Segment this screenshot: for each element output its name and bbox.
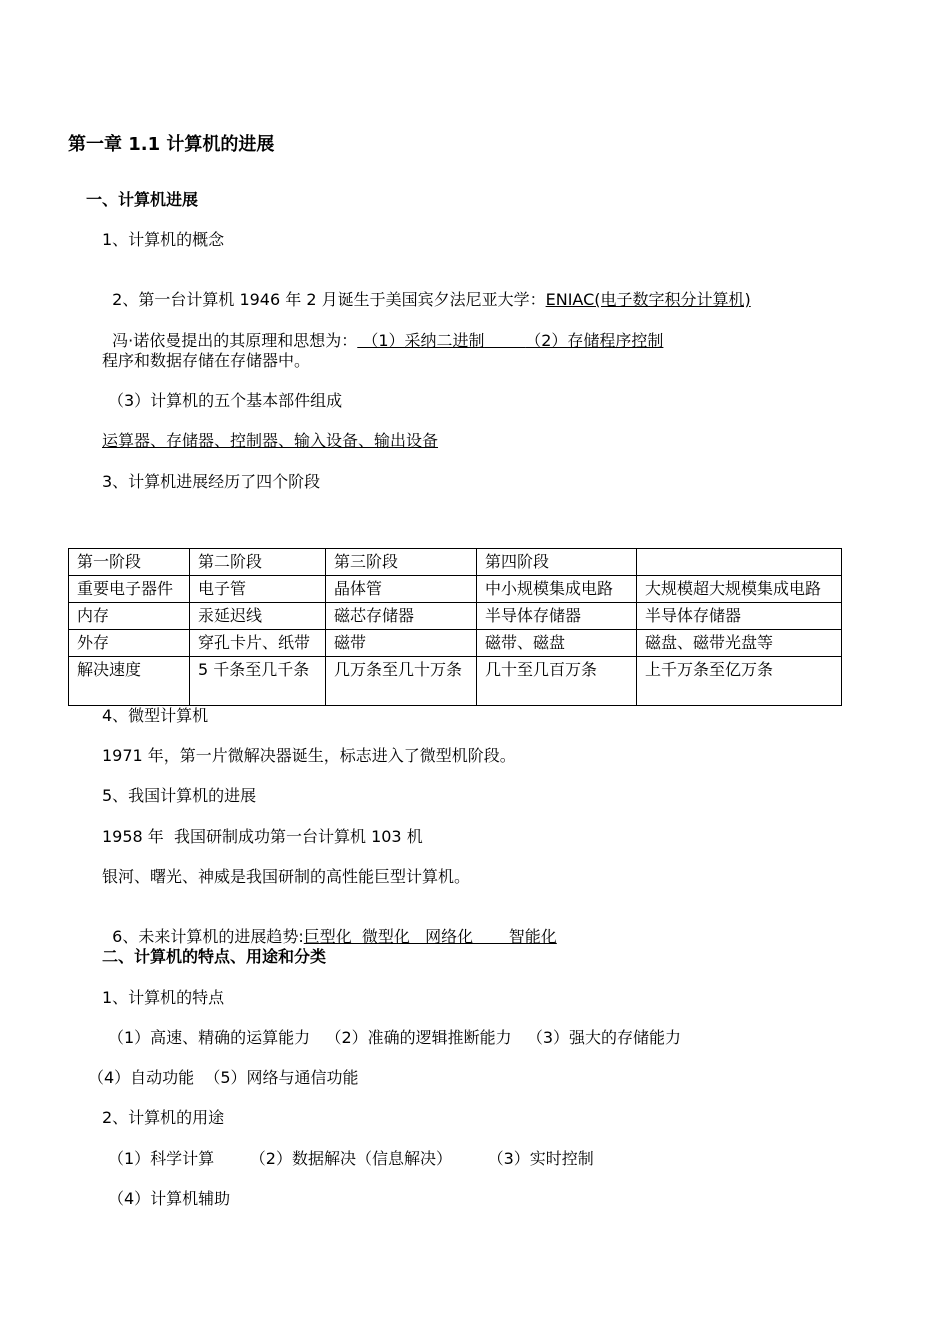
paragraph-four-stages: 3、计算机进展经历了四个阶段: [102, 472, 321, 491]
paragraph-china-development: 5、我国计算机的进展: [102, 786, 257, 805]
table-row: [69, 657, 842, 706]
von-neumann-item1: （1）采纳二进制: [357, 331, 485, 350]
paragraph-features: 1、计算机的特点: [102, 988, 225, 1007]
table-cell: 晶体管: [326, 576, 477, 603]
paragraph-concept: 1、计算机的概念: [102, 230, 225, 249]
table-cell: [637, 549, 842, 576]
underline-gap: [485, 331, 526, 350]
von-neumann-text: 冯·诺依曼提出的其原理和思想为：: [112, 331, 358, 350]
table-row: [69, 603, 842, 630]
paragraph-stored-program: 程序和数据存储在存储器中。: [102, 351, 311, 370]
features-list-2: （4）自动功能 （5）网络与通信功能: [88, 1068, 359, 1087]
uses-list-1: （1）科学计算 （2）数据解决（信息解决） （3）实时控制: [108, 1149, 594, 1168]
future-trends-list: 巨型化 微型化 网络化 智能化: [303, 927, 557, 946]
table-cell: 外存: [69, 630, 190, 657]
table-cell: 第四阶段: [477, 549, 637, 576]
table-cell: 第一阶段: [69, 549, 190, 576]
table-cell: 第三阶段: [326, 549, 477, 576]
paragraph-microcomputer: 4、微型计算机: [102, 706, 209, 725]
table-cell: 磁带、磁盘: [477, 630, 637, 657]
table-cell: 内存: [69, 603, 190, 630]
paragraph-von-neumann: [102, 311, 663, 351]
table-cell: 磁带: [326, 630, 477, 657]
section-heading-development: 一、计算机进展: [86, 190, 199, 209]
table-cell: 几万条至几十万条: [326, 657, 477, 706]
table-cell: 5 千条至几千条: [190, 657, 326, 706]
paragraph-1958: 1958 年 我国研制成功第一台计算机 103 机: [102, 827, 423, 846]
table-cell: 磁盘、磁带光盘等: [637, 630, 842, 657]
table-cell: 穿孔卡片、纸带: [190, 630, 326, 657]
table-row: [69, 549, 842, 576]
features-list-1: （1）高速、精确的运算能力 （2）准确的逻辑推断能力 （3）强大的存储能力: [108, 1028, 682, 1047]
paragraph-1971: 1971 年，第一片微解决器诞生，标志进入了微型机阶段。: [102, 746, 516, 765]
future-trends-text: 6、未来计算机的进展趋势:: [112, 927, 304, 946]
table-cell: 几十至几百万条: [477, 657, 637, 706]
stages-table: [68, 548, 842, 706]
table-cell: 汞延迟线: [190, 603, 326, 630]
table-row: [69, 576, 842, 603]
table-cell: 半导体存储器: [637, 603, 842, 630]
components-list: 运算器、存储器、控制器、输入设备、输出设备: [102, 431, 439, 450]
table-cell: 中小规模集成电路: [477, 576, 637, 603]
table-row: [69, 630, 842, 657]
table-cell: 磁芯存储器: [326, 603, 477, 630]
first-computer-text: 2、第一台计算机 1946 年 2 月诞生于美国宾夕法尼亚大学：: [112, 290, 546, 309]
table-cell: 上千万条至亿万条: [637, 657, 842, 706]
section-heading-features: 二、计算机的特点、用途和分类: [102, 947, 327, 966]
table-cell: 大规模超大规模集成电路: [637, 576, 842, 603]
table-cell: 重要电子器件: [69, 576, 190, 603]
table-cell: 第二阶段: [190, 549, 326, 576]
chapter-title: 第一章 1.1 计算机的进展: [68, 134, 275, 155]
von-neumann-item2: （2）存储程序控制: [525, 331, 664, 350]
paragraph-future-trends: [102, 907, 557, 947]
paragraph-uses: 2、计算机的用途: [102, 1108, 225, 1127]
table-cell: 半导体存储器: [477, 603, 637, 630]
eniac-term: ENIAC(电子数字积分计算机): [545, 290, 751, 309]
uses-list-2: （4）计算机辅助: [108, 1189, 231, 1208]
paragraph-supercomputers: 银河、曙光、神威是我国研制的高性能巨型计算机。: [102, 867, 471, 886]
paragraph-first-computer: [102, 270, 751, 310]
table-cell: 电子管: [190, 576, 326, 603]
paragraph-five-components: （3）计算机的五个基本部件组成: [108, 391, 343, 410]
table-cell: 解决速度: [69, 657, 190, 706]
